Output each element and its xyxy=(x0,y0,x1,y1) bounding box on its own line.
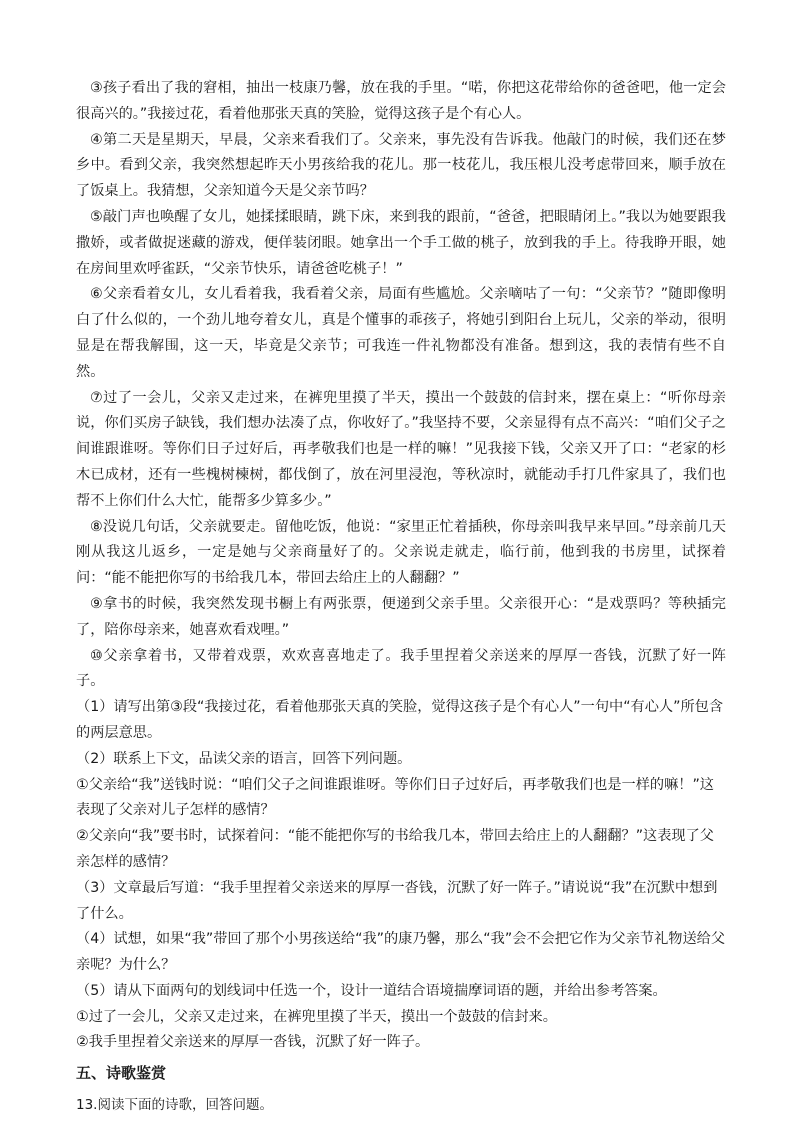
section-heading: 五、诗歌鉴赏 xyxy=(76,1064,167,1083)
question-1: （1）请写出第③段“我接过花，看着他那张天真的笑脸，觉得这孩子是个有心人”一句中“有心人”所包含的两层意思。 xyxy=(76,699,724,741)
paragraph-5: ⑤敲门声也唤醒了女儿，她揉揉眼睛，跳下床，来到我的跟前，“爸爸，把眼睛闭上。”我以为她要跟我撒娇，或者做捉迷藏的游戏，便佯装闭眼。她拿出一个手工做的桃子，放到我的手上。待我睁开眼，她在房间里欢呼雀跃，“父亲节快乐，请爸爸吃桃子！” xyxy=(76,208,726,277)
paragraph-6: ⑥父亲看着女儿，女儿看着我，我看着父亲，局面有些尴尬。父亲嘀咕了一句：“父亲节？”随即像明白了什么似的，一个劲儿地夸着女儿，真是个懂事的乖孩子，将她引到阳台上玩儿，父亲的举动，很明显是在帮我解围，这一天，毕竟是父亲节；可我连一件礼物都没有准备。想到这，我的表情有些不自然。 xyxy=(76,286,726,380)
paragraph-10: ⑩父亲拿着书，又带着戏票，欢欢喜喜地走了。我手里捏着父亲送来的厚厚一沓钱，沉默了好一阵子。 xyxy=(76,647,726,690)
question-4: （4）试想，如果“我”带回了那个小男孩送给“我”的康乃馨，那么“我”会不会把它作为父亲节礼物送给父亲呢？为什么？ xyxy=(76,931,726,974)
question-5: （5）请从下面两句的划线词中任选一个，设计一道结合语境揣摩词语的题，并给出参考答案。 xyxy=(76,982,667,999)
paragraph-3: ③孩子看出了我的窘相，抽出一枝康乃馨，放在我的手里。“喏，你把这花带给你的爸爸吧，他一定会很高兴的。”我接过花，看着他那张天真的笑脸，觉得这孩子是个有心人。 xyxy=(76,80,726,122)
article-body xyxy=(76,76,726,1116)
paragraph-4: ④第二天是星期天，早晨，父亲来看我们了。父亲来，事先没有告诉我。他敲门的时候，我们还在梦乡中。看到父亲，我突然想起昨天小男孩给我的花儿。那一枝花儿，我压根儿没考虑带回来，顺手放在了饭桌上。我猜想，父亲知道今天是父亲节吗？ xyxy=(76,131,726,200)
question-2-sub-1: ①父亲给“我”送钱时说：“咱们父子之间谁跟谁呀。等你们日子过好后，再孝敬我们也是一样的嘛！”这表现了父亲对儿子怎样的感情？ xyxy=(76,776,714,819)
paragraph-9: ⑨拿书的时候，我突然发现书橱上有两张票，便递到父亲手里。父亲很开心：“是戏票吗？等秧插完了，陪你母亲来，她喜欢看戏哩。” xyxy=(76,595,726,638)
question-13: 13.阅读下面的诗歌，回答问题。 xyxy=(76,1097,273,1114)
paragraph-8: ⑧没说几句话，父亲就要走。留他吃饭，他说：“家里正忙着插秧，你母亲叫我早来早回。”母亲前几天刚从我这儿返乡，一定是她与父亲商量好了的。父亲说走就走，临行前，他到我的书房里，试探着问：“能不能把你写的书给我几本，带回去给庄上的人翻翻？” xyxy=(76,518,726,587)
question-3: （3）文章最后写道：“我手里捏着父亲送来的厚厚一沓钱，沉默了好一阵子。”请说说“我”在沉默中想到了什么。 xyxy=(76,879,718,922)
question-5-sentence-1: ①过了一会儿，父亲又走过来，在裤兜里摸了半天，摸出一个鼓鼓的信封来。 xyxy=(76,1008,557,1025)
question-5-sentence-2: ②我手里捏着父亲送来的厚厚一沓钱，沉默了好一阵子。 xyxy=(76,1034,430,1051)
paragraph-7: ⑦过了一会儿，父亲又走过来，在裤兜里摸了半天，摸出一个鼓鼓的信封来，摆在桌上：“听你母亲说，你们买房子缺钱，我们想办法凑了点，你收好了。”我坚持不要，父亲显得有点不高兴：“咱们父子之间谁跟谁呀。等你们日子过好后，再孝敬我们也是一样的嘛！”见我接下钱，父亲又开了口：“老家的杉木已成材，还有一些槐树楝树，都伐倒了，放在河里浸泡，等秋凉时，就能动手打几件家具了，我们也帮不上你们什么大忙，能帮多少算多少。” xyxy=(76,389,726,509)
question-2: （2）联系上下文，品读父亲的语言，回答下列问题。 xyxy=(76,750,412,767)
question-2-sub-2: ②父亲向“我”要书时，试探着问：“能不能把你写的书给我几本，带回去给庄上的人翻翻？”这表现了父亲怎样的感情？ xyxy=(76,828,714,870)
